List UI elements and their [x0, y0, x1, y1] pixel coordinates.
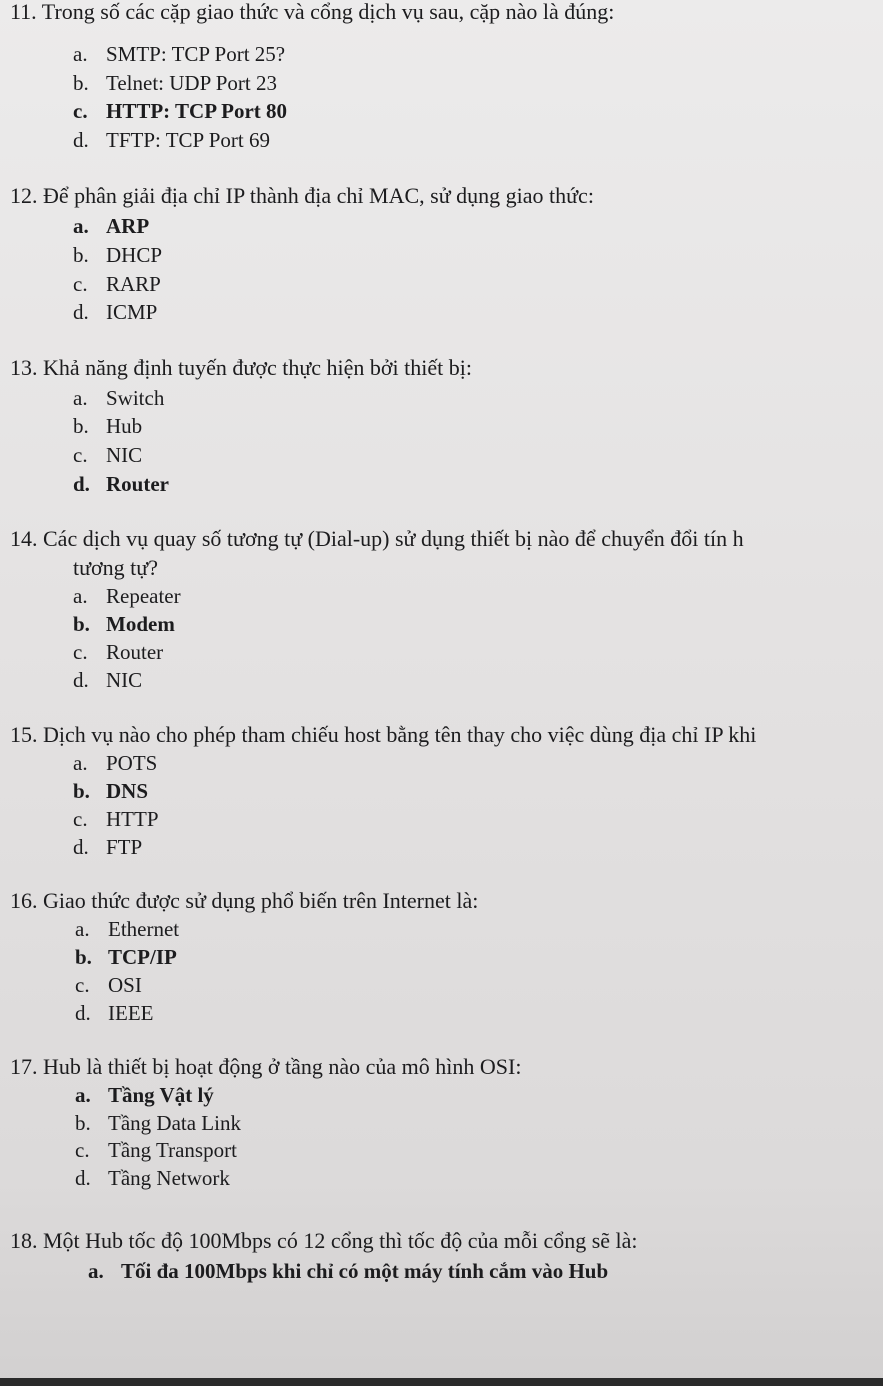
option-18-a: [88, 1257, 608, 1285]
option-17-a: [75, 1081, 214, 1109]
question-13-text: [10, 354, 472, 382]
option-letter: c.: [75, 1138, 90, 1162]
option-text: Switch: [106, 386, 165, 410]
option-text: Tối đa 100Mbps khi chỉ có một máy tính cắm vào Hub: [121, 1259, 609, 1283]
question-14-text: [10, 525, 744, 553]
option-letter: d.: [73, 472, 90, 496]
option-letter: d.: [75, 1001, 91, 1025]
option-letter: a.: [73, 42, 88, 66]
option-text: RARP: [106, 272, 161, 296]
question-stem: Hub là thiết bị hoạt động ở tầng nào của mô hình OSI:: [43, 1054, 522, 1079]
option-text: DHCP: [106, 243, 163, 267]
option-11-a: [73, 40, 285, 68]
question-17-text: [10, 1053, 521, 1081]
option-16-c: [75, 971, 142, 999]
question-stem: Giao thức được sử dụng phổ biến trên Internet là:: [43, 888, 479, 913]
option-15-c: [73, 805, 159, 833]
option-16-a: [75, 915, 179, 943]
option-letter: c.: [73, 807, 88, 831]
option-16-b: [75, 943, 177, 971]
question-number: 17.: [10, 1054, 38, 1079]
option-letter: b.: [73, 243, 89, 267]
option-letter: c.: [73, 640, 88, 664]
option-14-d: [73, 666, 142, 694]
question-stem: Để phân giải địa chỉ IP thành địa chỉ MAC, sử dụng giao thức:: [43, 183, 594, 208]
option-text: HTTP: [106, 807, 159, 831]
option-letter: a.: [73, 214, 89, 238]
option-text: Tầng Vật lý: [108, 1083, 214, 1107]
option-text: POTS: [106, 751, 158, 775]
option-letter: b.: [73, 612, 90, 636]
option-14-c: [73, 638, 163, 666]
question-stem: Khả năng định tuyến được thực hiện bởi thiết bị:: [43, 355, 472, 380]
option-13-d: [73, 470, 169, 498]
option-14-b: [73, 610, 175, 638]
option-text: Router: [106, 640, 164, 664]
option-text: ICMP: [106, 300, 158, 324]
question-14-text-line2: [73, 554, 158, 582]
option-11-c: [73, 97, 287, 125]
option-letter: c.: [73, 99, 88, 123]
question-15-text: [10, 721, 756, 749]
option-letter: c.: [73, 443, 88, 467]
option-letter: c.: [75, 973, 90, 997]
option-letter: b.: [73, 414, 89, 438]
option-letter: a.: [75, 917, 90, 941]
option-17-d: [75, 1164, 230, 1192]
option-letter: a.: [75, 1083, 91, 1107]
option-text: SMTP: TCP Port 25?: [106, 42, 286, 66]
option-letter: d.: [75, 1166, 91, 1190]
option-letter: b.: [75, 1111, 91, 1135]
option-text: OSI: [108, 973, 142, 997]
question-number: 16.: [10, 888, 38, 913]
option-letter: c.: [73, 272, 88, 296]
question-number: 15.: [10, 722, 38, 747]
option-text: IEEE: [108, 1001, 154, 1025]
option-text: NIC: [106, 668, 143, 692]
option-text: TFTP: TCP Port 69: [106, 128, 270, 152]
option-text: DNS: [106, 779, 149, 803]
option-12-d: [73, 298, 157, 326]
question-stem-continued: tương tự?: [73, 555, 158, 580]
option-text: Tầng Data Link: [108, 1111, 241, 1135]
option-text: FTP: [106, 835, 143, 859]
option-12-c: [73, 270, 161, 298]
question-12-text: [10, 182, 594, 210]
question-16-text: [10, 887, 478, 915]
page-bottom-edge: [0, 1378, 883, 1386]
question-18-text: [10, 1227, 638, 1255]
option-letter: d.: [73, 128, 89, 152]
option-letter: b.: [73, 779, 90, 803]
question-number: 12.: [10, 183, 38, 208]
question-number: 18.: [10, 1228, 38, 1253]
option-letter: d.: [73, 668, 89, 692]
option-15-a: [73, 749, 157, 777]
option-letter: a.: [88, 1259, 104, 1283]
option-17-b: [75, 1109, 241, 1137]
option-12-a: [73, 212, 149, 240]
option-text: Ethernet: [108, 917, 180, 941]
option-text: TCP/IP: [108, 945, 177, 969]
option-letter: a.: [73, 751, 88, 775]
question-11-text: [10, 0, 614, 26]
option-15-d: [73, 833, 142, 861]
option-14-a: [73, 582, 181, 610]
option-13-b: [73, 412, 142, 440]
option-16-d: [75, 999, 153, 1027]
option-letter: b.: [75, 945, 92, 969]
option-13-a: [73, 384, 164, 412]
option-13-c: [73, 441, 142, 469]
option-letter: a.: [73, 584, 88, 608]
question-stem: Các dịch vụ quay số tương tự (Dial-up) sử dụng thiết bị nào để chuyển đổi tín h: [43, 526, 744, 551]
option-text: ARP: [106, 214, 150, 238]
question-stem: Dịch vụ nào cho phép tham chiếu host bằng tên thay cho việc dùng địa chỉ IP khi: [43, 722, 757, 747]
option-text: HTTP: TCP Port 80: [106, 99, 288, 123]
option-text: Router: [106, 472, 169, 496]
option-letter: d.: [73, 835, 89, 859]
option-text: Modem: [106, 612, 175, 636]
question-stem: Một Hub tốc độ 100Mbps có 12 cổng thì tốc độ của mỗi cổng sẽ là:: [43, 1228, 638, 1253]
option-letter: d.: [73, 300, 89, 324]
option-17-c: [75, 1136, 237, 1164]
question-number: 13.: [10, 355, 38, 380]
option-15-b: [73, 777, 148, 805]
option-letter: b.: [73, 71, 89, 95]
question-number: 14.: [10, 526, 38, 551]
option-text: Tầng Transport: [108, 1138, 237, 1162]
option-letter: a.: [73, 386, 88, 410]
option-text: Tầng Network: [108, 1166, 230, 1190]
question-number: 11.: [10, 0, 37, 24]
option-text: NIC: [106, 443, 143, 467]
question-stem: Trong số các cặp giao thức và cổng dịch vụ sau, cặp nào là đúng:: [41, 0, 615, 24]
option-11-d: [73, 126, 270, 154]
option-11-b: [73, 69, 277, 97]
option-text: Hub: [106, 414, 143, 438]
option-text: Repeater: [106, 584, 181, 608]
option-12-b: [73, 241, 162, 269]
option-text: Telnet: UDP Port 23: [106, 71, 277, 95]
